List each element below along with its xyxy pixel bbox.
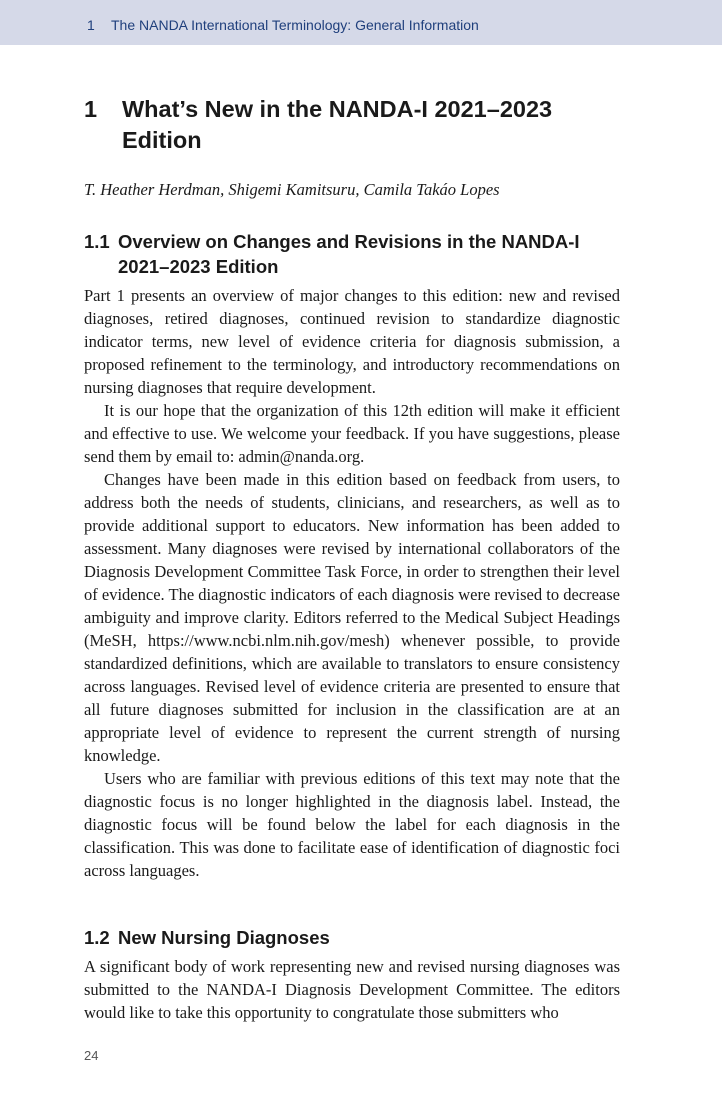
section-title-line-2: 2021–2023 Edition <box>118 256 279 277</box>
section-1-1-body <box>84 284 620 882</box>
section-title-line-1: Overview on Changes and Revisions in the NANDA-I <box>118 231 580 252</box>
section-heading-1-1 <box>84 229 644 279</box>
section-number: 1.1 <box>84 231 110 252</box>
paragraph: Part 1 presents an overview of major changes to this edition: new and revised diagnoses, retired diagnoses, continued revision to standardize diagnostic indicator terms, new level of evidence criteria for diagnosis submission, a proposed refinement to the terminology, and introductory recommendations on nursing diagnoses that require development. <box>84 286 620 397</box>
page-number: 24 <box>84 1048 99 1063</box>
paragraph: Users who are familiar with previous editions of this text may note that the diagnostic focus is no longer highlighted in the diagnosis label. Instead, the diagnostic focus will be found below the label for each diagnosis in the classification. This was done to facilitate ease of identification of diagnostic foci across languages. <box>84 769 620 880</box>
chapter-title-line-2: Edition <box>122 127 202 153</box>
paragraph: A significant body of work representing new and revised nursing diagnoses was submitted to the NANDA-I Diagnosis Development Committee. The editors would like to take this opportunity to congratulate those submitters who <box>84 957 620 1022</box>
running-header <box>0 0 722 45</box>
chapter-number: 1 <box>84 96 98 122</box>
chapter-title-line-1: What’s New in the NANDA-I 2021–2023 <box>122 96 553 122</box>
chapter-authors: T. Heather Herdman, Shigemi Kamitsuru, Camila Takáo Lopes <box>84 180 500 199</box>
section-number: 1.2 <box>84 927 110 948</box>
paragraph: Changes have been made in this edition based on feedback from users, to address both the needs of students, clinicians, and researchers, as well as to provide additional support to educators. New information has been added to assessment. Many diagnoses were revised by international collaborators of the Diagnosis Development Committee Task Force, in order to strengthen their level of evidence. The diagnostic indicators of each diagnosis were revised to decrease ambiguity and improve clarity. Editors referred to the Medical Subject Headings (MeSH, https://www.ncbi.nlm.nih.gov/mesh) whenever possible, to provide standardized definitions, which are available to translators to ensure consistency across languages. Revised level of evidence criteria are presented to ensure that all future diagnoses submitted for inclusion in the classification are at an appropriate level of evidence to represent the current strength of nursing knowledge. <box>84 470 620 765</box>
running-header-title: The NANDA International Terminology: General Information <box>111 17 479 33</box>
section-title-line-1: New Nursing Diagnoses <box>118 927 330 948</box>
paragraph: It is our hope that the organization of this 12th edition will make it efficient and effective to use. We welcome your feedback. If you have suggestions, please send them by email to: admin@nanda.org. <box>84 401 620 466</box>
chapter-title <box>84 94 644 156</box>
section-heading-1-2 <box>84 925 644 950</box>
running-header-chapter-number: 1 <box>87 17 95 33</box>
section-1-2-body <box>84 955 620 1024</box>
